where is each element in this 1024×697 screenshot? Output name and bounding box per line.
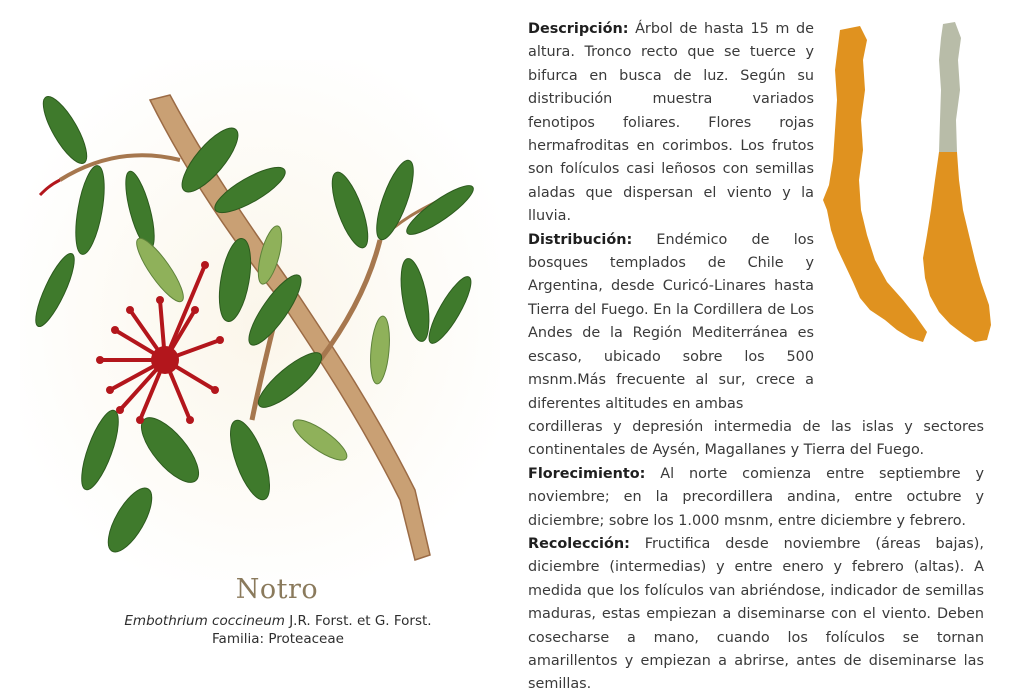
distribution-text-a: Endémico de los bosques templados de Chile y Argentina, desde Curicó-Linares hasta Tierra del Fuego. En la Cordillera de Los Andes de la Región Mediterránea es escaso, ubicado sobre los 500 msnm.Más frecuente al sur, crece a diferentes altitudes en ambas bbox=[528, 231, 814, 412]
chile-maps bbox=[815, 20, 995, 355]
distribution-paragraph-a bbox=[528, 229, 814, 416]
scientific-name: Embothrium coccineum bbox=[124, 613, 285, 629]
authority: J.R. Forst. et G. Forst. bbox=[284, 613, 432, 629]
flowering-heading: Florecimiento: bbox=[528, 465, 646, 482]
flowering-paragraph bbox=[528, 463, 984, 533]
plant-illustration bbox=[20, 60, 500, 580]
collection-heading: Recolección: bbox=[528, 535, 630, 552]
collection-paragraph bbox=[528, 533, 984, 697]
distribution-heading: Distribución: bbox=[528, 231, 633, 248]
description-text: Árbol de hasta 15 m de altura. Tronco recto que se tuerce y bifurca en busca de luz. Según su distribución muestra variados fenotipos foliares. Flores rojas hermafroditas en corimbos. Los frutos son folículos casi leñosos con semillas aladas que dispersan el viento y la lluvia. bbox=[528, 21, 814, 225]
chile-map-right-south bbox=[923, 152, 991, 342]
notro-branch-drawing bbox=[20, 60, 500, 580]
species-scientific-line bbox=[80, 613, 476, 629]
description-paragraph bbox=[528, 18, 814, 229]
species-common-name: Notro bbox=[235, 574, 319, 605]
collection-text: Fructifica desde noviembre (áreas bajas), diciembre (intermedias) y entre enero y febrero (altas). A medida que los folículos van abriéndose, indicador de semillas maduras, estas empiezan a diseminarse con el viento. Deben cosecharse a mano, cuando los folículos se tornan amarillentos y empiezan a abrirse, antes de diseminarse las semillas. bbox=[528, 535, 984, 693]
description-heading: Descripción: bbox=[528, 21, 629, 37]
flowering-text: Al norte comienza entre septiembre y noviembre; en la precordillera andina, entre octubre y diciembre; sobre los 1.000 msnm, entre diciembre y febrero. bbox=[528, 465, 984, 529]
chile-map-left bbox=[823, 26, 927, 342]
distribution-paragraph-b: cordilleras y depresión intermedia de las islas y sectores continentales de Aysén, Magallanes y Tierra del Fuego. bbox=[528, 418, 984, 459]
distribution-maps bbox=[815, 20, 995, 355]
chile-map-right-north bbox=[939, 22, 961, 152]
species-family: Familia: Proteaceae bbox=[212, 631, 344, 647]
